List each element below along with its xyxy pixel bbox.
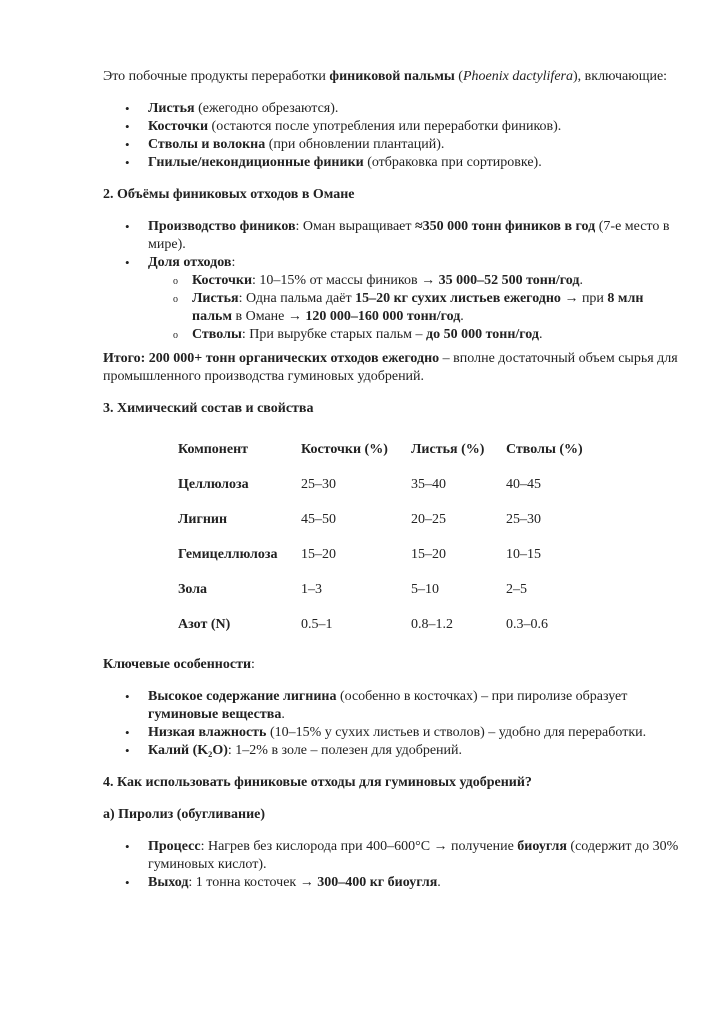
sub-list-item: o Стволы: При вырубке старых пальм – до 50 000 тонн/год. [103,326,683,344]
latin-name: Phoenix dactylifera [462,69,573,84]
table-header-cell: Стволы (%) [506,441,583,457]
pyrolysis-heading: а) Пиролиз (обугливание) [103,807,266,822]
list-item: • Производство фиников: Оман выращивает ≈350 000 тонн фиников в год (7-е место в мире). [103,218,683,254]
list-item: • Гнилые/некондиционные финики (отбраковка при сортировке). [103,154,683,172]
list-item: • Высокое содержание лигнина (особенно в косточках) – при пиролизе образует гуминовые вещества. [103,688,683,724]
sub-list-item: o Косточки: 10–15% от массы фиников → 35 000–52 500 тонн/год. [103,272,683,290]
intro-list [103,100,683,172]
intro-paragraph [103,68,683,86]
intro-bold: финиковой пальмы [329,69,455,84]
total-paragraph: Итого: 200 000+ тонн органических отходов ежегодно – вполне достаточный объем сырья для промышленного производства гуминовых удобрений. [103,351,678,384]
composition-table [178,432,601,642]
table-row: Целлюлоза 25–30 35–40 40–45 [178,476,541,492]
pyrolysis-list [103,838,683,892]
list-item: • Косточки (остаются после употребления или переработки фиников). [103,118,683,136]
section-3-heading: 3. Химический состав и свойства [103,401,314,416]
section-2-heading: 2. Объёмы финиковых отходов в Омане [103,187,355,202]
list-item: • Листья (ежегодно обрезаются). [103,100,683,118]
intro-text: Это побочные продукты переработки [103,69,330,84]
waste-share-sublist [103,272,683,344]
table-header-cell: Косточки (%) [301,441,388,457]
list-item: • Процесс: Нагрев без кислорода при 400–600°C → получение биоугля (содержит до 30% гуминовых кислот). [103,838,683,874]
sub-list-item: o Листья: Одна пальма даёт 15–20 кг сухих листьев ежегодно → при 8 млн пальм в Омане → 120 000–160 000 тонн/год. [103,290,683,326]
features-list [103,688,683,760]
table-row: Лигнин 45–50 20–25 25–30 [178,511,541,527]
table-row: Азот (N) 0.5–1 0.8–1.2 0.3–0.6 [178,616,548,632]
list-item: • Доля отходов: [103,254,683,272]
section-2-list [103,218,683,272]
table-header-cell: Листья (%) [411,441,485,457]
list-item: • Стволы и волокна (при обновлении плантаций). [103,136,683,154]
table-row: Гемицеллюлоза 15–20 15–20 10–15 [178,546,541,562]
table-header-cell: Компонент [178,441,249,457]
intro-paren: ( [454,69,463,84]
section-4-heading: 4. Как использовать финиковые отходы для гуминовых удобрений? [103,775,532,790]
list-item: • Низкая влажность (10–15% у сухих листьев и стволов) – удобно для переработки. [103,724,683,742]
table-row: Зола 1–3 5–10 2–5 [178,581,527,597]
features-title: Ключевые особенности: [103,657,255,672]
list-item: • Калий (K₂O): 1–2% в золе – полезен для удобрений. [103,742,683,760]
list-item: • Выход: 1 тонна косточек → 300–400 кг биоугля. [103,874,683,892]
document-page [103,68,683,892]
intro-tail: ), включающие: [573,69,668,84]
table-header-row [178,432,601,467]
